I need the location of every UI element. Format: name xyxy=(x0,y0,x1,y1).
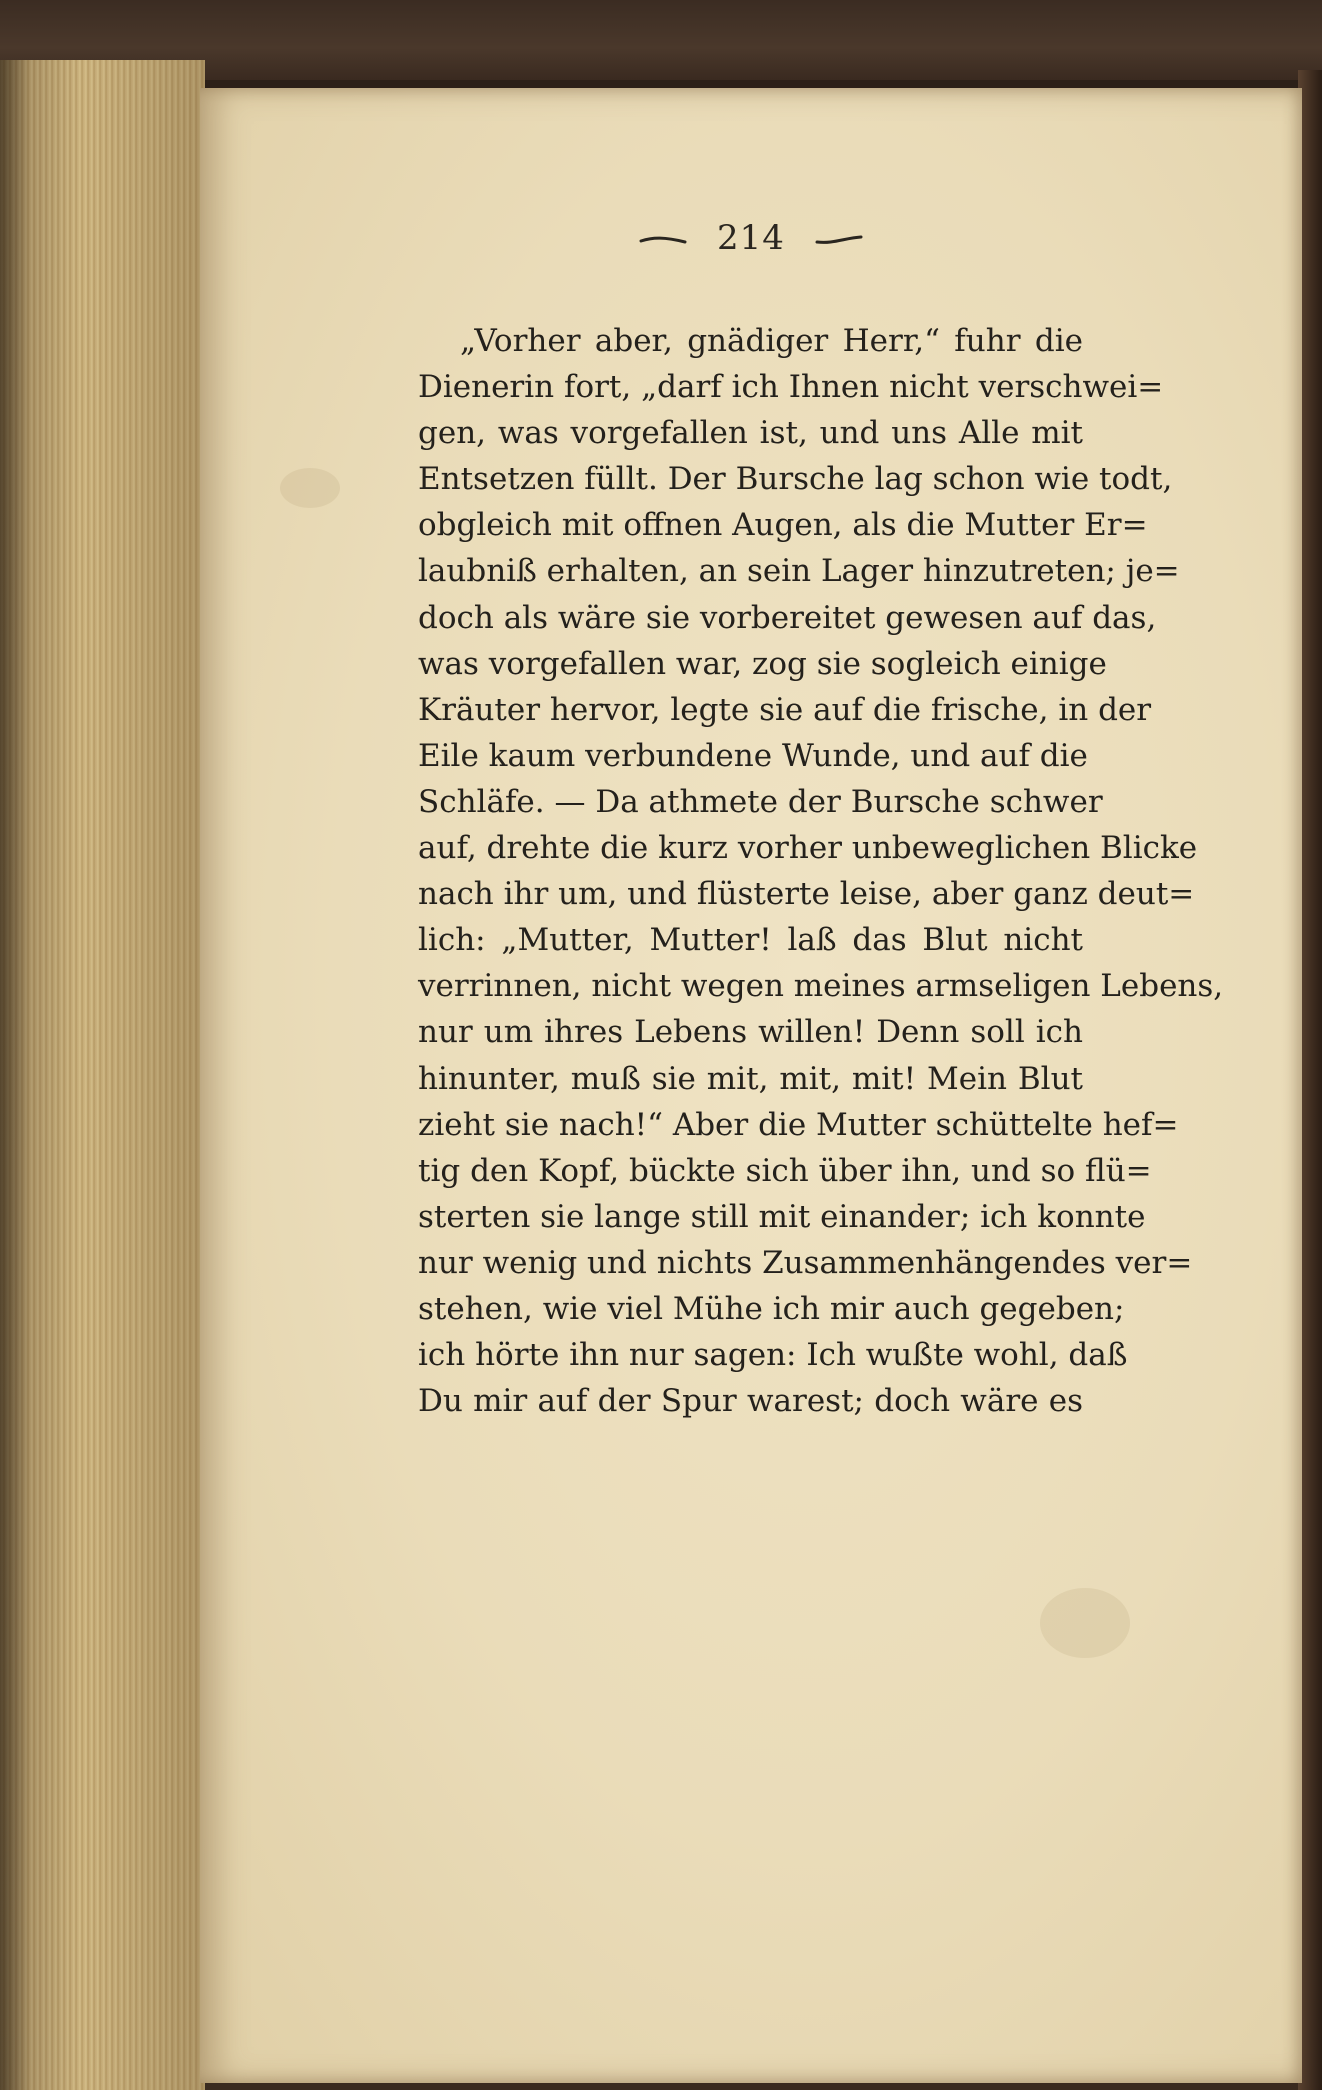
text-line: laubniß erhalten, an sein Lager hinzutreten; je= xyxy=(418,553,1180,590)
page-number: 214 xyxy=(717,218,785,258)
text-line: verrinnen, nicht wegen meines armseligen Lebens, xyxy=(418,968,1224,1005)
text-line: lich: „Mutter, Mutter! laß das Blut nicht xyxy=(418,922,1083,959)
text-line: ich hörte ihn nur sagen: Ich wußte wohl, daß xyxy=(418,1337,1128,1374)
body-text xyxy=(418,318,1224,1424)
paper-stain xyxy=(1040,1588,1130,1658)
text-line: Kräuter hervor, legte sie auf die frische, in der xyxy=(418,691,1152,728)
text-line: Du mir auf der Spur warest; doch wäre es xyxy=(418,1383,1083,1420)
left-flourish-icon xyxy=(639,235,687,245)
text-line: obgleich mit offnen Augen, als die Mutter Er= xyxy=(418,507,1148,544)
edge-shadow xyxy=(0,60,30,2090)
text-line: was vorgefallen war, zog sie sogleich einige xyxy=(418,645,1107,682)
text-line: stehen, wie viel Mühe ich mir auch gegeben; xyxy=(418,1290,1125,1327)
text-line: zieht sie nach!“ Aber die Mutter schüttelte hef= xyxy=(418,1106,1179,1143)
text-line: nach ihr um, und flüsterte leise, aber ganz deut= xyxy=(418,876,1195,913)
text-line: Eile kaum verbundene Wunde, und auf die xyxy=(418,737,1088,774)
page-header xyxy=(200,218,1302,258)
text-line: nur um ihres Lebens willen! Denn soll ich xyxy=(418,1014,1083,1051)
paper-stain xyxy=(280,468,340,508)
text-line: Entsetzen füllt. Der Bursche lag schon wie todt, xyxy=(418,461,1173,498)
text-line: hinunter, muß sie mit, mit, mit! Mein Blut xyxy=(418,1060,1083,1097)
text-line: Schläfe. — Da athmete der Bursche schwer xyxy=(418,783,1103,820)
text-line: doch als wäre sie vorbereitet gewesen auf das, xyxy=(418,599,1157,636)
text-line: nur wenig und nichts Zusammenhängendes ver= xyxy=(418,1244,1193,1281)
text-line: tig den Kopf, bückte sich über ihn, und so flü= xyxy=(418,1152,1152,1189)
text-line: gen, was vorgefallen ist, und uns Alle mit xyxy=(418,415,1083,452)
text-line: Dienerin fort, „darf ich Ihnen nicht verschwei= xyxy=(418,369,1164,406)
text-line: auf, drehte die kurz vorher unbeweglichen Blicke xyxy=(418,830,1198,867)
right-flourish-icon xyxy=(815,235,863,245)
page-edges xyxy=(0,60,205,2090)
text-line: sterten sie lange still mit einander; ich konnte xyxy=(418,1198,1146,1235)
text-line: „Vorher aber, gnädiger Herr,“ fuhr die xyxy=(460,323,1083,359)
paper-page xyxy=(200,88,1302,2083)
